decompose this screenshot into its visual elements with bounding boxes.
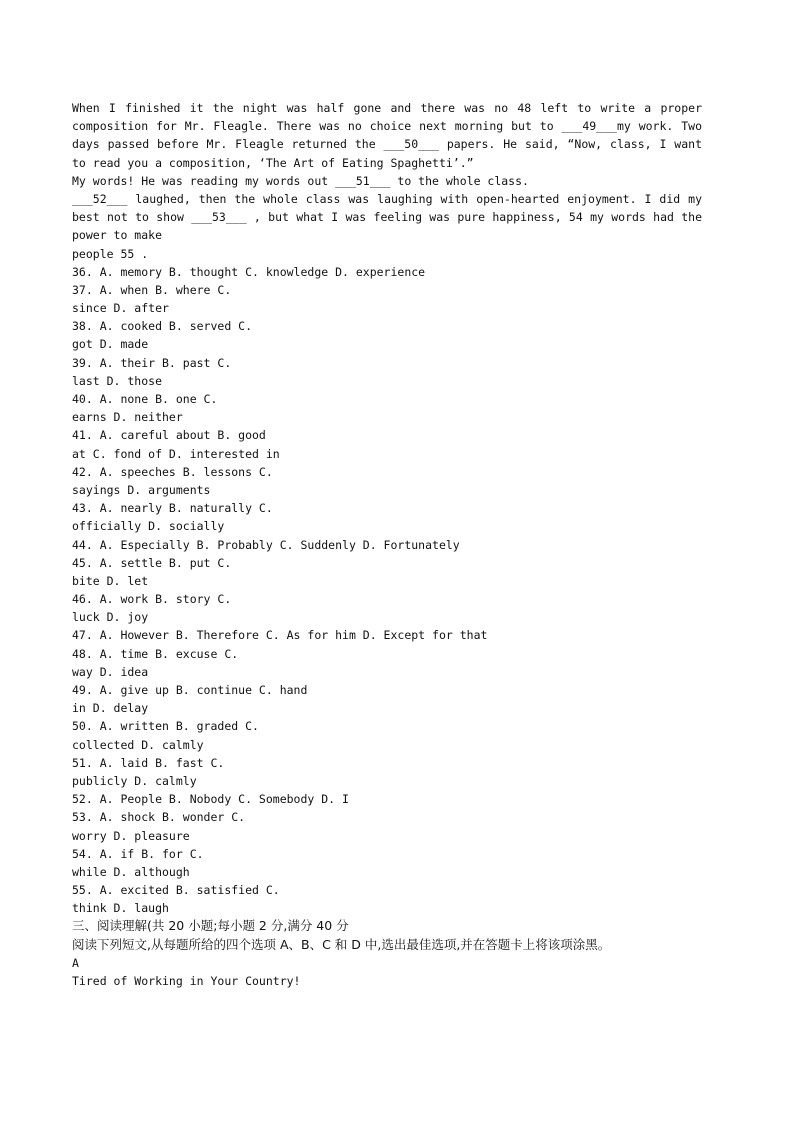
question-line: 37. A. when B. where C. [72, 282, 232, 297]
question-line: 39. A. their B. past C. [72, 355, 232, 370]
question-line: in D. delay [72, 701, 149, 716]
question-line: 36. A. memory B. thought C. knowledge D. experience [72, 264, 426, 279]
question-line: got D. made [72, 337, 149, 352]
question-line: 46. A. work B. story C. [72, 592, 232, 607]
question-line: 42. A. speeches B. lessons C. [72, 464, 273, 479]
part-label: A [72, 955, 79, 970]
question-line: 43. A. nearly B. naturally C. [72, 501, 273, 516]
question-line: 54. A. if B. for C. [72, 846, 204, 861]
question-line: at C. fond of D. interested in [72, 446, 280, 461]
question-line: 41. A. careful about B. good [72, 428, 266, 443]
question-line: 50. A. written B. graded C. [72, 719, 259, 734]
question-line: bite D. let [72, 573, 149, 588]
passage-line: to read you a composition, ‘The Art of Eating Spaghetti’.” [72, 155, 474, 170]
reading-section [72, 917, 712, 990]
question-line: 55. A. excited B. satisfied C. [72, 883, 280, 898]
question-line: way D. idea [72, 664, 149, 679]
question-line: 40. A. none B. one C. [72, 392, 218, 406]
question-line: 47. A. However B. Therefore C. As for him D. Except for that [72, 628, 488, 643]
question-line: 48. A. time B. excuse C. [72, 646, 239, 661]
question-line: 53. A. shock B. wonder C. [72, 810, 246, 825]
passage-line: composition for Mr. Fleagle. There was no choice next morning but to ___49___my work. Two [72, 119, 702, 134]
passage-line: ___52___ laughed, then the whole class was laughing with open-hearted enjoyment. I did my [72, 191, 702, 206]
question-line: 45. A. settle B. put C. [72, 555, 232, 570]
question-line: 51. A. laid B. fast C. [72, 755, 225, 770]
document-page [72, 99, 712, 990]
question-line: 44. A. Especially B. Probably C. Suddenly D. Fortunately [72, 537, 460, 552]
question-line: 38. A. cooked B. served C. [72, 319, 253, 334]
question-line: collected D. calmly [72, 737, 204, 752]
question-line: 49. A. give up B. continue C. hand [72, 683, 308, 697]
passage-line: people 55 . [72, 246, 149, 261]
question-line: worry D. pleasure [72, 828, 190, 843]
section-instruction: 阅读下列短文,从每题所给的四个选项 A、B、C 和 D 中,选出最佳选项,并在答题卡上将该项涂黑。 [72, 936, 611, 952]
question-line: think D. laugh [72, 901, 169, 916]
question-line: sayings D. arguments [72, 482, 211, 497]
passage-line: power to make [72, 228, 163, 243]
article-title: Tired of Working in Your Country! [72, 974, 301, 988]
question-line: since D. after [72, 301, 169, 316]
question-line: while D. although [72, 864, 190, 879]
question-line: officially D. socially [72, 519, 225, 534]
passage-paragraph [72, 99, 712, 263]
question-line: luck D. joy [72, 610, 149, 625]
passage-line: best not to show ___53___ , but what I was feeling was pure happiness, 54 my words had the [72, 210, 702, 225]
question-line: last D. those [72, 373, 163, 388]
question-line: publicly D. calmly [72, 773, 197, 788]
passage-line: When I finished it the night was half gone and there was no 48 left to write a proper [72, 101, 702, 115]
question-list [72, 263, 712, 918]
passage-line: My words! He was reading my words out ___51___ to the whole class. [72, 173, 529, 188]
section-heading: 三、阅读理解(共 20 小题;每小题 2 分,满分 40 分 [72, 918, 349, 934]
question-line: 52. A. People B. Nobody C. Somebody D. I [72, 792, 349, 807]
passage-line: days passed before Mr. Fleagle returned the ___50___ papers. He said, “Now, class, I want [72, 137, 702, 152]
question-line: earns D. neither [72, 410, 183, 425]
